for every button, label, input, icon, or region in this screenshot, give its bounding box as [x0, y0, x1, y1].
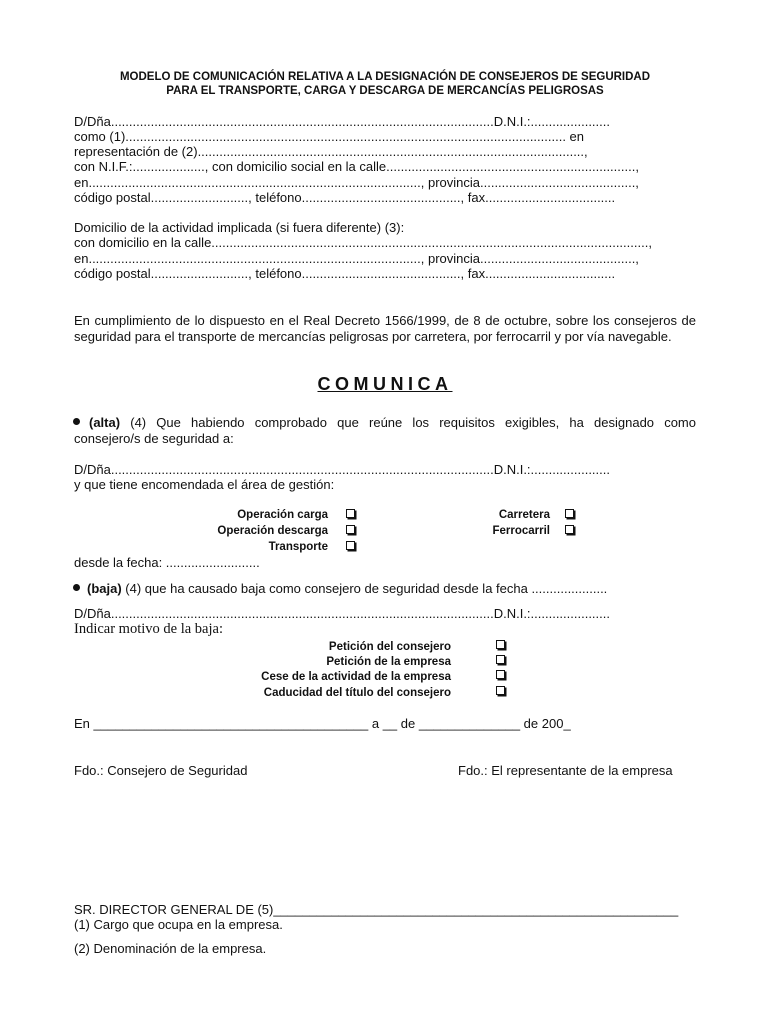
dna-field: D/Dña..........................................................................................................D.N.I.:......................: [74, 114, 610, 129]
comunica-heading: COMUNICA: [317, 374, 453, 394]
checkbox-peticion-empresa[interactable]: [496, 655, 505, 664]
localidad-field: en............................................................................................, provincia...........................................,: [74, 175, 639, 190]
representacion-field: representación de (2)...........................................................................................................,: [74, 144, 588, 159]
alta-text-line-1: (4) Que habiendo comprobado que reúne los requisitos exigibles, ha designado como: [120, 415, 696, 430]
alta-label: (alta): [89, 415, 121, 430]
title-line-1: MODELO DE COMUNICACIÓN RELATIVA A LA DESIGNACIÓN DE CONSEJEROS DE SEGURIDAD: [119, 71, 651, 83]
baja-label: (baja): [87, 581, 122, 596]
checkbox-caducidad-titulo[interactable]: [496, 686, 505, 695]
cargo-field: como (1).......................................................................................................................... en: [74, 129, 585, 144]
checkbox-carretera[interactable]: [565, 509, 574, 518]
signature-consejero: Fdo.: Consejero de Seguridad: [74, 763, 248, 778]
checkbox-cese-actividad[interactable]: [496, 670, 505, 679]
checkbox-peticion-consejero[interactable]: [496, 640, 505, 649]
footnote-1: (1) Cargo que ocupa en la empresa.: [74, 917, 283, 932]
alta-bullet-icon: [73, 418, 80, 425]
domicilio-intro: Domicilio de la actividad implicada (si fuera diferente) (3):: [74, 220, 405, 235]
option-caducidad-titulo: Caducidad del título del consejero: [263, 687, 451, 699]
director-general-line: SR. DIRECTOR GENERAL DE (5)________________________________________________________: [74, 902, 679, 917]
option-cese-actividad: Cese de la actividad de la empresa: [261, 671, 451, 683]
desde-fecha-field: desde la fecha: ..........................: [74, 555, 260, 570]
title-line-2: PARA EL TRANSPORTE, CARGA Y DESCARGA DE MERCANCÍAS PELIGROSAS: [166, 85, 604, 97]
checkbox-operacion-descarga[interactable]: [346, 525, 355, 534]
baja-text: [87, 581, 607, 597]
alta-area-label: y que tiene encomendada el área de gestión:: [74, 477, 335, 492]
option-ferrocarril: Ferrocarril: [492, 525, 550, 537]
alta-dna-field: D/Dña..........................................................................................................D.N.I.:......................: [74, 462, 610, 477]
option-peticion-consejero: Petición del consejero: [328, 641, 451, 653]
option-operacion-carga: Operación carga: [237, 509, 328, 521]
date-line: En ______________________________________ a __ de ______________ de 200_: [74, 716, 571, 731]
checkbox-operacion-carga[interactable]: [346, 509, 355, 518]
domicilio-localidad-field: en............................................................................................, provincia...........................................,: [74, 251, 639, 266]
baja-dna-field: D/Dña..........................................................................................................D.N.I.:......................: [74, 606, 610, 621]
baja-bullet-icon: [73, 584, 80, 591]
option-carretera: Carretera: [498, 509, 550, 521]
option-transporte: Transporte: [268, 541, 328, 553]
contacto-field: código postal..........................., teléfono............................................, fax....................................: [74, 190, 616, 205]
nif-field: con N.I.F.:...................., con domicilio social en la calle.....................................................................,: [74, 159, 639, 174]
footnote-2: (2) Denominación de la empresa.: [74, 941, 267, 956]
domicilio-calle-field: con domicilio en la calle.........................................................................................................................,: [74, 235, 652, 250]
option-peticion-empresa: Petición de la empresa: [326, 656, 451, 668]
alta-text-line-2: consejero/s de seguridad a:: [74, 431, 234, 446]
alta-text: [89, 415, 696, 431]
motivo-baja-label: Indicar motivo de la baja:: [74, 621, 223, 637]
domicilio-contacto-field: código postal..........................., teléfono............................................, fax....................................: [74, 266, 616, 281]
decree-paragraph: En cumplimiento de lo dispuesto en el Real Decreto 1566/1999, de 8 de octubre, sobre los consejeros de seguridad para el transporte de mercancías peligrosas por carretera, por ferrocarril y por vía navegable.: [74, 313, 696, 344]
baja-text-body: (4) que ha causado baja como consejero de seguridad desde la fecha .....................: [121, 581, 608, 596]
checkbox-transporte[interactable]: [346, 541, 355, 550]
signature-representante: Fdo.: El representante de la empresa: [458, 763, 673, 778]
option-operacion-descarga: Operación descarga: [217, 525, 328, 537]
checkbox-ferrocarril[interactable]: [565, 525, 574, 534]
